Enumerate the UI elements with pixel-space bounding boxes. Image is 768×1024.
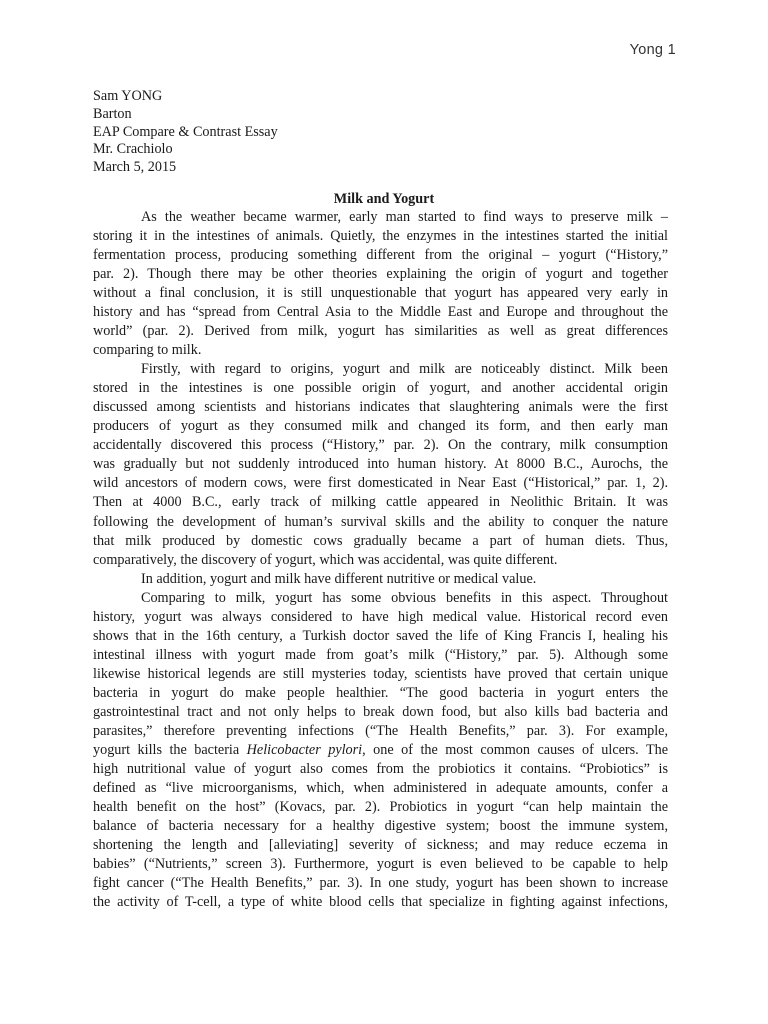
body-line: stored in the intestines is one possible origin of yogurt, and another accidental origin (93, 380, 668, 397)
essay-date: March 5, 2015 (93, 159, 177, 176)
line-segment: , one of the most common causes of ulcers. The (362, 741, 669, 758)
body-line: accidentally discovered this process (“History,” par. 2). On the contrary, milk consumption (93, 437, 668, 454)
body-line: shortening the length and [alleviating] severity of sickness; and may reduce eczema in (93, 837, 668, 854)
body-line: gastrointestinal tract and not only helps to break down food, but also kills bad bacteria and (93, 703, 668, 720)
body-line: likewise historical legends are still mysteries today, scientists have proved that certain unique (93, 665, 668, 682)
body-line: following the development of human’s survival skills and the ability to conquer the nature (93, 513, 668, 530)
body-line: health benefit on the host” (Kovacs, par. 2). Probiotics in yogurt “can help maintain the (93, 798, 668, 815)
mla-heading (93, 88, 278, 177)
body-line: world” (par. 2). Derived from milk, yogurt has similarities as well as great differences (93, 323, 668, 340)
body-line: comparing to milk. (93, 342, 202, 359)
body-line: defined as “live microorganisms, which, when administered in adequate amounts, confer a (93, 779, 668, 796)
body-line: producers of yogurt as they consumed milk and changed its form, and then early man (93, 418, 668, 435)
body-line: fight cancer (“The Health Benefits,” par. 3). In one study, yogurt has been shown to increase (93, 875, 668, 892)
body-line: the activity of T-cell, a type of white blood cells that specialize in fighting against infections, (93, 894, 668, 911)
body-line: parasites,” therefore preventing infections (“The Health Benefits,” par. 3). For example, (93, 722, 668, 739)
body-line: history, yogurt was always considered to have high medical value. Historical record even (93, 608, 668, 625)
body-line: high nutritional value of yogurt also comes from the probiotics it contains. “Probiotics” is (93, 760, 668, 777)
body-line: fermentation process, producing something different from the original – yogurt (“History,” (93, 247, 668, 264)
italic-species-name: Helicobacter pylori (246, 741, 363, 758)
essay-title: Milk and Yogurt (333, 191, 435, 207)
body-line: history and has “spread from Central Asia to the Middle East and Europe and throughout the (93, 304, 668, 321)
body-line: storing it in the intestines of animals. Quietly, the enzymes in the intestines started the initial (93, 228, 668, 245)
running-head: Yong 1 (629, 42, 676, 58)
body-line: wild ancestors of modern cows, were first domesticated in Near East (“Historical,” par. 1, 2). (93, 475, 668, 492)
body-line: comparatively, the discovery of yogurt, which was accidental, was quite different. (93, 551, 558, 568)
body-line: babies” (“Nutrients,” screen 3). Furthermore, yogurt is even believed to be capable to help (93, 856, 668, 873)
body-line: without a final conclusion, it is still unquestionable that yogurt has appeared very early in (93, 285, 668, 302)
body-line: Firstly, with regard to origins, yogurt and milk are noticeably distinct. Milk been (141, 361, 668, 378)
body-line: balance of bacteria necessary for a healthy digestive system; boost the immune system, (93, 818, 668, 834)
instructor-name: Mr. Crachiolo (93, 141, 173, 158)
body-line: Comparing to milk, yogurt has some obvious benefits in this aspect. Throughout (141, 589, 668, 606)
body-line: As the weather became warmer, early man started to find ways to preserve milk – (141, 209, 668, 225)
line-segment: yogurt kills the bacteria (93, 741, 240, 758)
body-line: shows that in the 16th century, a Turkish doctor saved the life of King Francis I, healing his (93, 627, 668, 644)
body-line (93, 741, 668, 760)
teacher-name: Barton (93, 105, 132, 122)
body-line: In addition, yogurt and milk have different nutritive or medical value. (141, 570, 537, 587)
body-line: intestinal illness with yogurt made from goat’s milk (“History,” par. 5). Although some (93, 646, 668, 663)
body-line: par. 2). Though there may be other theories explaining the origin of yogurt and together (93, 266, 668, 283)
body-line: that milk produced by domestic cows gradually became a part of human diets. Thus, (93, 532, 668, 549)
essay-body (93, 208, 668, 912)
body-line: was gradually but not suddenly introduced into human history. At 8000 B.C., Aurochs, the (93, 456, 668, 473)
author-name: Sam YONG (93, 88, 163, 104)
body-line: Then at 4000 B.C., early track of milking cattle appeared in Neolithic Britain. It was (93, 494, 668, 511)
body-line: discussed among scientists and historians indicates that slaughtering animals were the first (93, 399, 668, 416)
course-name: EAP Compare & Contrast Essay (93, 123, 278, 140)
body-line: bacteria in yogurt do make people healthier. “The good bacteria in yogurt enters the (93, 684, 668, 701)
